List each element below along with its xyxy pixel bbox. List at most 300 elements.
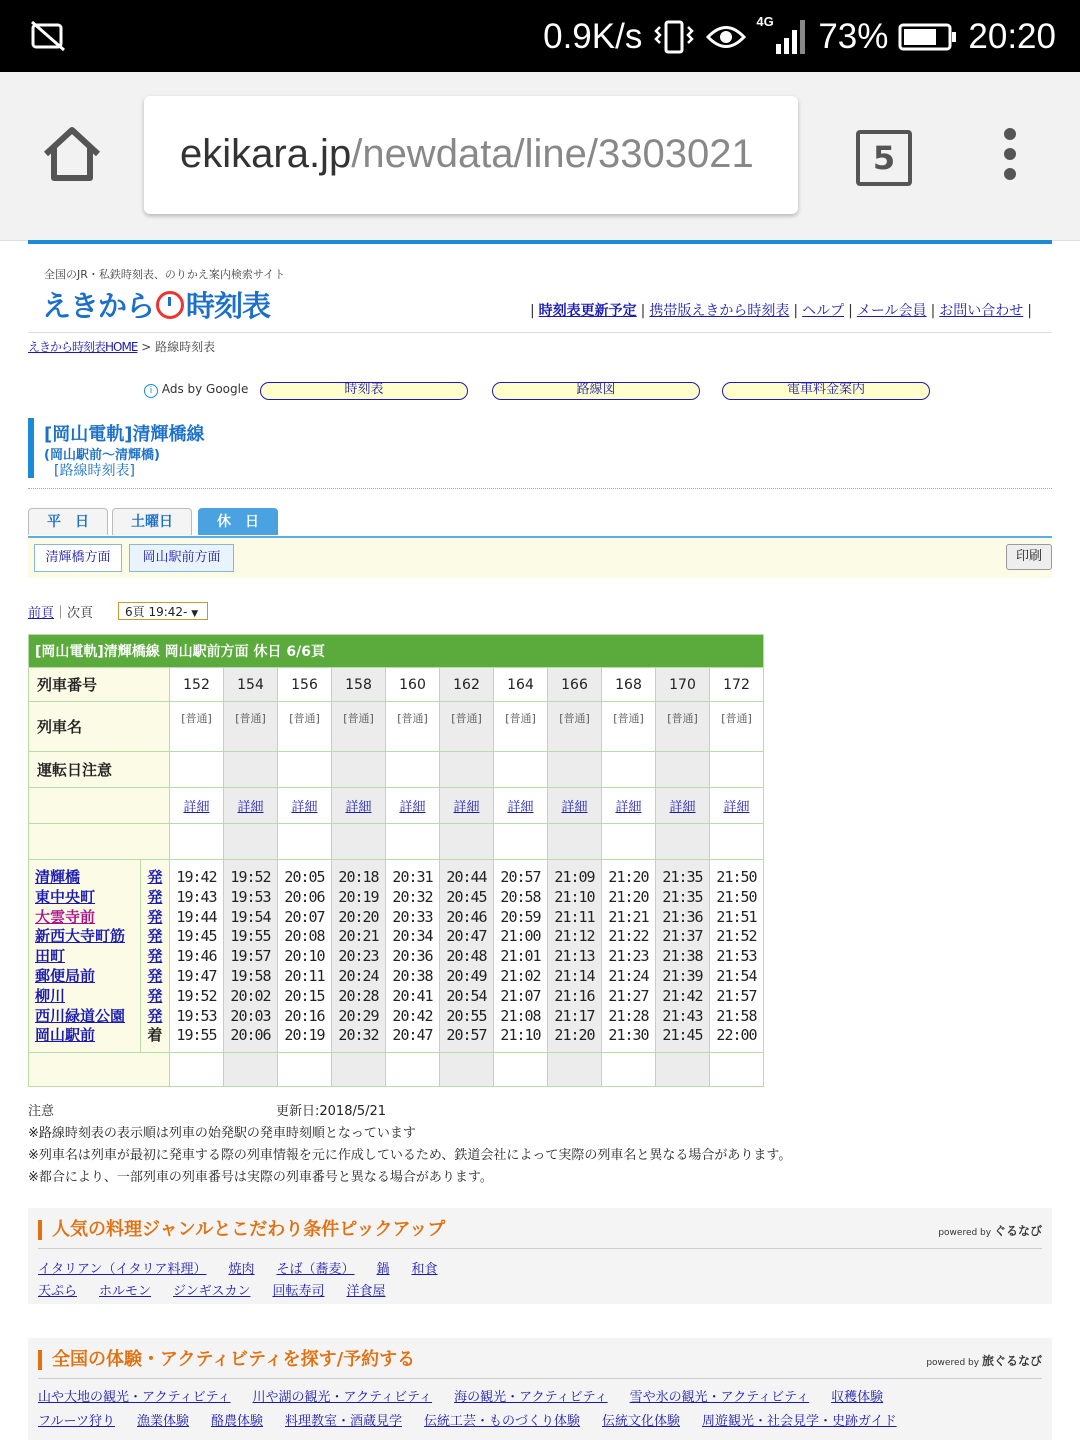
- train-number-label: 列車番号: [29, 668, 170, 702]
- time-cell: 20:42: [392, 1006, 433, 1025]
- train-kind: [普通]: [656, 702, 710, 752]
- gourmet-links-row1: [38, 1258, 460, 1277]
- station-link[interactable]: 岡山駅前: [35, 1026, 96, 1045]
- time-cell: 21:13: [554, 947, 595, 966]
- time-cell: 19:57: [230, 947, 271, 966]
- overflow-menu-icon[interactable]: [1000, 128, 1020, 184]
- tab-holiday[interactable]: 休 日: [198, 508, 278, 535]
- time-cell: 20:59: [500, 907, 541, 926]
- page-select[interactable]: 6頁 19:42- ▼: [118, 602, 208, 620]
- train-kind: [普通]: [440, 702, 494, 752]
- train-times: [602, 860, 656, 1053]
- detail-link[interactable]: 詳細: [183, 800, 210, 815]
- notice-cell: [170, 752, 224, 788]
- station-link[interactable]: 田町: [35, 947, 66, 966]
- time-cell: 20:48: [446, 947, 487, 966]
- departure-mark[interactable]: 発: [147, 907, 163, 926]
- time-cell: 20:55: [446, 1006, 487, 1025]
- detail-link[interactable]: 詳細: [561, 800, 588, 815]
- time-cell: 20:34: [392, 927, 433, 946]
- train-times: [386, 860, 440, 1053]
- powered-by-gurunavi: powered by ぐるなび: [938, 1224, 1042, 1238]
- time-cell: 20:10: [284, 947, 325, 966]
- time-cell: 20:03: [230, 1006, 271, 1025]
- blank-cell: [602, 1053, 656, 1087]
- time-cell: 21:27: [608, 986, 649, 1005]
- blank-cell: [386, 1053, 440, 1087]
- train-times: [278, 860, 332, 1053]
- time-cell: 20:19: [338, 887, 379, 906]
- time-cell: 20:54: [446, 986, 487, 1005]
- detail-cell: [170, 788, 224, 824]
- time-cell: 21:53: [716, 947, 757, 966]
- header-nav: | 時刻表更新予定 | 携帯版えきから時刻表 | ヘルプ | メール会員 | お問い合わせ |: [529, 303, 1032, 319]
- blank-cell: [440, 1053, 494, 1087]
- gourmet-links-row2: [38, 1280, 407, 1299]
- notice-cell: [440, 752, 494, 788]
- blank-cell: [440, 824, 494, 860]
- time-cell: 19:47: [176, 966, 217, 985]
- time-cell: 20:06: [230, 1026, 271, 1045]
- time-cell: 20:23: [338, 947, 379, 966]
- activity-box: [28, 1338, 1052, 1440]
- departure-mark[interactable]: 発: [147, 868, 163, 886]
- time-cell: 21:43: [662, 1006, 703, 1025]
- notice-cell: [224, 752, 278, 788]
- blank-cell: [548, 1053, 602, 1087]
- station-link[interactable]: 東中央町: [35, 887, 96, 906]
- detail-link[interactable]: 詳細: [345, 800, 372, 815]
- time-cell: 21:38: [662, 947, 703, 966]
- train-number: 152: [170, 668, 224, 702]
- time-cell: 21:35: [662, 887, 703, 906]
- tab-switcher-button[interactable]: 5: [856, 130, 912, 186]
- train-number: 154: [224, 668, 278, 702]
- clock: 20:20: [968, 17, 1056, 56]
- activity-links-row2: [38, 1410, 919, 1429]
- activity-link[interactable]: 雪や氷の観光・アクティビティ: [629, 1390, 810, 1405]
- no-image-icon: [30, 20, 66, 52]
- prev-page-link[interactable]: 前頁: [28, 606, 55, 621]
- info-icon: i: [144, 384, 158, 398]
- web-page: [28, 240, 1052, 1429]
- notice-cell: [278, 752, 332, 788]
- gourmet-link[interactable]: 鍋: [376, 1262, 390, 1277]
- train-name-label: 列車名: [29, 702, 170, 752]
- note-line: ※都合により、一部列車の列車番号は実際の列車番号と異なる場合があります。: [28, 1170, 493, 1185]
- activity-link[interactable]: 伝統工芸・ものづくり体験: [424, 1414, 581, 1429]
- time-cell: 21:20: [554, 1026, 595, 1045]
- time-cell: 21:10: [554, 887, 595, 906]
- battery-percent: 73%: [818, 17, 889, 56]
- notice-cell: [710, 752, 764, 788]
- blank-cell: [278, 1053, 332, 1087]
- tab-weekday[interactable]: 平 日: [28, 508, 108, 535]
- gourmet-link[interactable]: ホルモン: [99, 1284, 152, 1299]
- powered-by-tabi-gurunavi: powered by 旅ぐるなび: [926, 1354, 1042, 1368]
- url-path: /newdata/line/3303021: [351, 132, 754, 176]
- blank-cell: [710, 824, 764, 860]
- train-kind: [普通]: [386, 702, 440, 752]
- breadcrumb-home-link[interactable]: えきから時刻表HOME: [28, 340, 138, 354]
- time-cell: 19:58: [230, 966, 271, 985]
- browser-toolbar: [0, 72, 1080, 241]
- detail-cell: [386, 788, 440, 824]
- time-cell: 21:30: [608, 1026, 649, 1045]
- time-cell: 21:45: [662, 1026, 703, 1045]
- line-name: [岡山電軌]清輝橋線: [44, 424, 205, 445]
- time-cell: 20:44: [446, 868, 487, 886]
- line-range: (岡山駅前～清輝橋): [44, 448, 160, 463]
- time-cell: 20:36: [392, 947, 433, 966]
- time-cell: 21:52: [716, 927, 757, 946]
- train-number: 156: [278, 668, 332, 702]
- time-cell: 21:22: [608, 927, 649, 946]
- departure-mark[interactable]: 発: [147, 986, 163, 1005]
- activity-link[interactable]: 収穫体験: [831, 1390, 884, 1405]
- departure-mark[interactable]: 発: [147, 966, 163, 985]
- train-number: 158: [332, 668, 386, 702]
- blank-cell: [602, 824, 656, 860]
- time-cell: 21:51: [716, 907, 757, 926]
- time-cell: 20:07: [284, 907, 325, 926]
- time-cell: 19:52: [176, 986, 217, 1005]
- time-cell: 19:45: [176, 927, 217, 946]
- detail-link[interactable]: 詳細: [669, 800, 696, 815]
- eye-icon: [706, 22, 746, 52]
- notice-cell: [656, 752, 710, 788]
- nav-update-schedule[interactable]: 時刻表更新予定: [538, 303, 637, 319]
- gourmet-link[interactable]: 洋食屋: [346, 1284, 386, 1299]
- activity-link[interactable]: 山や大地の観光・アクティビティ: [38, 1390, 231, 1405]
- notice-cell: [548, 752, 602, 788]
- address-bar[interactable]: [144, 96, 798, 214]
- station-list: [29, 860, 140, 1052]
- page-title: [28, 418, 1052, 489]
- train-times: [656, 860, 710, 1053]
- direction-bar: [28, 538, 1052, 578]
- site-tagline: 全国のJR・私鉄時刻表、のりかえ案内検索サイト: [44, 268, 286, 281]
- blank-cell: [224, 824, 278, 860]
- station-link[interactable]: 西川緑道公園: [35, 1006, 126, 1025]
- blank-cell: [332, 824, 386, 860]
- activity-link[interactable]: フルーツ狩り: [38, 1414, 115, 1429]
- blank-cell: [170, 1053, 224, 1087]
- time-cell: 19:46: [176, 947, 217, 966]
- blank-cell: [170, 824, 224, 860]
- time-cell: 21:21: [608, 907, 649, 926]
- gourmet-link[interactable]: そば（蕎麦）: [276, 1262, 355, 1277]
- time-cell: 21:07: [500, 986, 541, 1005]
- activity-link[interactable]: 料理教室・酒蔵見学: [285, 1414, 403, 1429]
- blank-cell: [710, 1053, 764, 1087]
- notice-label: 運転日注意: [29, 752, 170, 788]
- blank-cell: [278, 824, 332, 860]
- train-kind: [普通]: [602, 702, 656, 752]
- time-cell: 21:09: [554, 868, 595, 886]
- time-cell: 20:33: [392, 907, 433, 926]
- station-link[interactable]: 清輝橋: [35, 868, 81, 886]
- train-kind: [普通]: [494, 702, 548, 752]
- time-cell: 20:45: [446, 887, 487, 906]
- time-cell: 21:02: [500, 966, 541, 985]
- timetable-kind: [路線時刻表]: [54, 463, 135, 479]
- tab-saturday[interactable]: 土曜日: [112, 508, 192, 535]
- time-cell: 20:21: [338, 927, 379, 946]
- time-cell: 21:00: [500, 927, 541, 946]
- notice-cell: [386, 752, 440, 788]
- activity-link[interactable]: 川や湖の観光・アクティビティ: [252, 1390, 433, 1405]
- timetable: [28, 634, 764, 1087]
- note-line: ※列車名は列車が最初に発車する際の列車情報を元に作成しているため、鉄道会社によって実際の列車名と異なる場合があります。: [28, 1148, 792, 1163]
- blank-cell: [494, 1053, 548, 1087]
- dep-arr-marks: [140, 860, 169, 1052]
- time-cell: 20:47: [392, 1026, 433, 1045]
- time-cell: 20:29: [338, 1006, 379, 1025]
- train-kind: [普通]: [710, 702, 764, 752]
- time-cell: 20:02: [230, 986, 271, 1005]
- train-times: [224, 860, 278, 1053]
- departure-mark[interactable]: 発: [147, 927, 163, 946]
- direction-okayama-button[interactable]: 岡山駅前方面: [129, 544, 234, 572]
- nav-mail-member[interactable]: メール会員: [856, 303, 927, 319]
- train-kind: [普通]: [170, 702, 224, 752]
- time-cell: 20:32: [392, 887, 433, 906]
- arrival-mark: 着: [147, 1026, 163, 1045]
- ads-by-google[interactable]: i Ads by Google: [144, 382, 248, 398]
- time-cell: 20:16: [284, 1006, 325, 1025]
- status-bar: [0, 0, 1080, 72]
- battery-icon: [898, 22, 958, 52]
- notes: [28, 1100, 1028, 1185]
- time-cell: 20:11: [284, 966, 325, 985]
- ad-button-timetable[interactable]: 時刻表: [260, 382, 468, 400]
- vibrate-icon: [652, 19, 696, 55]
- train-number: 164: [494, 668, 548, 702]
- time-cell: 21:28: [608, 1006, 649, 1025]
- train-number: 162: [440, 668, 494, 702]
- station-link[interactable]: 郵便局前: [35, 966, 96, 985]
- train-times: [440, 860, 494, 1053]
- train-number: 170: [656, 668, 710, 702]
- notice-cell: [602, 752, 656, 788]
- time-cell: 19:53: [230, 887, 271, 906]
- gourmet-link[interactable]: イタリアン（イタリア料理）: [38, 1262, 207, 1277]
- time-cell: 20:19: [284, 1026, 325, 1045]
- detail-cell: [332, 788, 386, 824]
- train-number: 160: [386, 668, 440, 702]
- gourmet-box: [28, 1208, 1052, 1304]
- detail-cell: [602, 788, 656, 824]
- time-cell: 21:57: [716, 986, 757, 1005]
- time-cell: 20:58: [500, 887, 541, 906]
- blank-cell: [332, 1053, 386, 1087]
- time-cell: 21:16: [554, 986, 595, 1005]
- time-cell: 21:50: [716, 887, 757, 906]
- blank-cell: [386, 824, 440, 860]
- detail-link[interactable]: 詳細: [399, 800, 426, 815]
- time-cell: 20:47: [446, 927, 487, 946]
- detail-link[interactable]: 詳細: [237, 800, 264, 815]
- breadcrumb: えきから時刻表HOME > 路線時刻表: [28, 340, 216, 354]
- station-link[interactable]: 柳川: [35, 986, 66, 1005]
- time-cell: 20:32: [338, 1026, 379, 1045]
- gourmet-title: 人気の料理ジャンルとこだわり条件ピックアップ: [38, 1220, 445, 1240]
- time-cell: 19:52: [230, 868, 271, 886]
- ad-button-route-map[interactable]: 路線図: [492, 382, 700, 400]
- gourmet-link[interactable]: 回転寿司: [272, 1284, 325, 1299]
- updated-date: 更新日:2018/5/21: [276, 1104, 387, 1119]
- detail-cell: [548, 788, 602, 824]
- time-cell: 20:05: [284, 868, 325, 886]
- time-cell: 19:44: [176, 907, 217, 926]
- pager: 前頁｜次頁: [28, 606, 94, 621]
- train-kind: [普通]: [548, 702, 602, 752]
- nav-mobile[interactable]: 携帯版えきから時刻表: [649, 303, 790, 319]
- print-button[interactable]: 印刷: [1006, 544, 1052, 570]
- time-cell: 20:31: [392, 868, 433, 886]
- time-cell: 20:46: [446, 907, 487, 926]
- departure-mark[interactable]: 発: [147, 887, 163, 906]
- site-logo[interactable]: えきから 時刻表: [42, 289, 271, 323]
- detail-cell: [278, 788, 332, 824]
- departure-mark[interactable]: 発: [147, 1006, 163, 1025]
- time-cell: 20:20: [338, 907, 379, 926]
- direction-seikibashi-button[interactable]: 清輝橋方面: [34, 544, 122, 572]
- train-kind: [普通]: [224, 702, 278, 752]
- blank-cell: [494, 824, 548, 860]
- url-host: ekikara.jp: [180, 132, 352, 176]
- next-page-label: 次頁: [67, 606, 94, 621]
- time-cell: 21:36: [662, 907, 703, 926]
- time-cell: 19:54: [230, 907, 271, 926]
- time-cell: 21:20: [608, 868, 649, 886]
- time-cell: 20:18: [338, 868, 379, 886]
- timetable-header: [岡山電軌]清輝橋線 岡山駅前方面 休日 6/6頁: [29, 635, 764, 668]
- train-times: [494, 860, 548, 1053]
- activity-link[interactable]: 周遊観光・社会見学・史跡ガイド: [702, 1414, 897, 1429]
- time-cell: 21:11: [554, 907, 595, 926]
- dropdown-arrow-icon: ▼: [191, 609, 199, 619]
- train-kind: [普通]: [278, 702, 332, 752]
- day-tabs: [28, 506, 1052, 538]
- train-number: 166: [548, 668, 602, 702]
- gourmet-link[interactable]: 和食: [411, 1262, 438, 1277]
- gourmet-link[interactable]: ジンギスカン: [173, 1284, 251, 1299]
- network-speed: 0.9K/s: [543, 17, 643, 56]
- detail-link[interactable]: 詳細: [507, 800, 534, 815]
- gourmet-link[interactable]: 天ぷら: [38, 1284, 78, 1299]
- detail-cell: [224, 788, 278, 824]
- ad-button-fare[interactable]: 電車料金案内: [722, 382, 930, 400]
- detail-cell: [440, 788, 494, 824]
- time-cell: 21:50: [716, 868, 757, 886]
- time-cell: 21:08: [500, 1006, 541, 1025]
- detail-link[interactable]: 詳細: [615, 800, 642, 815]
- clock-icon: [156, 291, 184, 319]
- time-cell: 21:37: [662, 927, 703, 946]
- nav-contact[interactable]: お問い合わせ: [939, 303, 1024, 319]
- activity-link[interactable]: 漁業体験: [136, 1414, 189, 1429]
- train-times: [170, 860, 224, 1053]
- activity-title: 全国の体験・アクティビティを探す/予約する: [38, 1350, 415, 1370]
- train-times: [332, 860, 386, 1053]
- station-link[interactable]: 新西大寺町筋: [35, 927, 126, 946]
- time-cell: 21:39: [662, 966, 703, 985]
- time-cell: 21:10: [500, 1026, 541, 1045]
- time-cell: 20:24: [338, 966, 379, 985]
- detail-link[interactable]: 詳細: [723, 800, 750, 815]
- activity-link[interactable]: 伝統文化体験: [602, 1414, 681, 1429]
- nav-help[interactable]: ヘルプ: [802, 303, 845, 319]
- time-cell: 19:55: [176, 1026, 217, 1045]
- time-cell: 21:24: [608, 966, 649, 985]
- detail-cell: [710, 788, 764, 824]
- time-cell: 20:57: [500, 868, 541, 886]
- blank-cell: [656, 1053, 710, 1087]
- blank-cell: [224, 1053, 278, 1087]
- time-cell: 20:08: [284, 927, 325, 946]
- detail-link[interactable]: 詳細: [291, 800, 318, 815]
- time-cell: 21:01: [500, 947, 541, 966]
- gourmet-link[interactable]: 焼肉: [228, 1262, 255, 1277]
- time-cell: 19:53: [176, 1006, 217, 1025]
- site-header: [28, 240, 1052, 333]
- time-cell: 20:49: [446, 966, 487, 985]
- time-cell: 21:17: [554, 1006, 595, 1025]
- detail-cell: [494, 788, 548, 824]
- time-cell: 21:12: [554, 927, 595, 946]
- notice-cell: [332, 752, 386, 788]
- home-icon[interactable]: [40, 124, 104, 184]
- activity-link[interactable]: 海の観光・アクティビティ: [454, 1390, 608, 1405]
- departure-mark[interactable]: 発: [147, 947, 163, 966]
- train-times: [710, 860, 764, 1053]
- detail-link[interactable]: 詳細: [453, 800, 480, 815]
- train-number: 172: [710, 668, 764, 702]
- time-cell: 19:42: [176, 868, 217, 886]
- blank-cell: [656, 824, 710, 860]
- train-times: [548, 860, 602, 1053]
- notice-cell: [494, 752, 548, 788]
- network-type: 4G: [756, 14, 774, 29]
- activity-link[interactable]: 酪農体験: [210, 1414, 263, 1429]
- notes-label: 注意: [28, 1104, 55, 1119]
- signal-icon: [756, 14, 808, 56]
- time-cell: 20:28: [338, 986, 379, 1005]
- time-cell: 19:43: [176, 887, 217, 906]
- time-cell: 19:55: [230, 927, 271, 946]
- note-line: ※路線時刻表の表示順は列車の始発駅の発車時刻順となっています: [28, 1126, 416, 1141]
- station-link[interactable]: 大雲寺前: [35, 907, 96, 926]
- time-cell: 20:15: [284, 986, 325, 1005]
- time-cell: 21:42: [662, 986, 703, 1005]
- train-number: 168: [602, 668, 656, 702]
- time-cell: 20:38: [392, 966, 433, 985]
- time-cell: 21:14: [554, 966, 595, 985]
- train-kind: [普通]: [332, 702, 386, 752]
- detail-cell: [656, 788, 710, 824]
- time-cell: 20:41: [392, 986, 433, 1005]
- time-cell: 21:54: [716, 966, 757, 985]
- time-cell: 21:58: [716, 1006, 757, 1025]
- time-cell: 22:00: [716, 1026, 757, 1045]
- blank-cell: [548, 824, 602, 860]
- activity-links-row1: [38, 1386, 905, 1405]
- time-cell: 21:20: [608, 887, 649, 906]
- time-cell: 20:06: [284, 887, 325, 906]
- time-cell: 20:57: [446, 1026, 487, 1045]
